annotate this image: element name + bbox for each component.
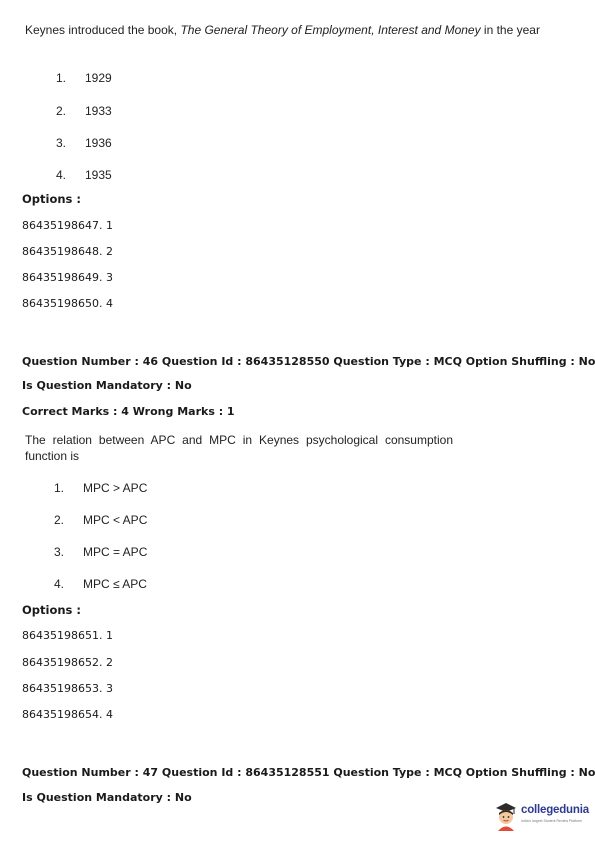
q46-options-label: Options : bbox=[22, 603, 81, 617]
logo-wordmark: collegedunia bbox=[521, 804, 589, 816]
q46-option-id-1: 86435198651. 1 bbox=[22, 629, 113, 642]
q46-choice-1-text: MPC > APC bbox=[83, 481, 148, 495]
q45-choice-4-text: 1935 bbox=[85, 168, 112, 182]
question-45-book-title: The General Theory of Employment, Interest and Money bbox=[180, 23, 481, 37]
q46-choice-3-text: MPC = APC bbox=[83, 545, 148, 559]
q46-option-id-3: 86435198653. 3 bbox=[22, 682, 113, 695]
q46-header-line: Question Number : 46 Question Id : 86435128550 Question Type : MCQ Option Shuffling : No bbox=[22, 355, 595, 368]
logo-tagline: India's largest Student Review Platform bbox=[521, 819, 582, 823]
q46-choice-3-num: 3. bbox=[54, 545, 65, 559]
student-mascot-icon bbox=[493, 801, 519, 831]
q46-mandatory-line: Is Question Mandatory : No bbox=[22, 379, 192, 392]
q45-choice-3-num: 3. bbox=[56, 136, 67, 150]
q46-choice-4-num: 4. bbox=[54, 577, 65, 591]
q46-option-id-2: 86435198652. 2 bbox=[22, 656, 113, 669]
q46-choice-2-text: MPC < APC bbox=[83, 513, 148, 527]
q45-option-id-4: 86435198650. 4 bbox=[22, 297, 113, 310]
q45-choice-2-num: 2. bbox=[56, 104, 67, 118]
q45-choice-3-text: 1936 bbox=[85, 136, 112, 150]
q45-option-id-2: 86435198648. 2 bbox=[22, 245, 113, 258]
question-45-text-suffix: in the year bbox=[480, 23, 540, 37]
q45-option-id-1: 86435198647. 1 bbox=[22, 219, 113, 232]
q45-choice-1-num: 1. bbox=[56, 71, 67, 85]
collegedunia-logo bbox=[493, 801, 593, 831]
q46-choice-2-num: 2. bbox=[54, 513, 65, 527]
q46-marks-line: Correct Marks : 4 Wrong Marks : 1 bbox=[22, 405, 235, 418]
q46-choice-4-text: MPC ≤ APC bbox=[83, 577, 147, 591]
question-46-text: The relation between APC and MPC in Keynes psychological consumption function is bbox=[25, 433, 453, 463]
q45-choice-4-num: 4. bbox=[56, 168, 67, 182]
question-45-text bbox=[25, 22, 540, 38]
q45-choice-1-text: 1929 bbox=[85, 71, 112, 85]
q45-option-id-3: 86435198649. 3 bbox=[22, 271, 113, 284]
q47-header-line: Question Number : 47 Question Id : 86435128551 Question Type : MCQ Option Shuffling : No bbox=[22, 766, 595, 779]
q47-mandatory-line: Is Question Mandatory : No bbox=[22, 791, 192, 804]
q45-options-label: Options : bbox=[22, 192, 81, 206]
q46-option-id-4: 86435198654. 4 bbox=[22, 708, 113, 721]
question-45-text-prefix: Keynes introduced the book, bbox=[25, 23, 181, 37]
q46-choice-1-num: 1. bbox=[54, 481, 65, 495]
q45-choice-2-text: 1933 bbox=[85, 104, 112, 118]
